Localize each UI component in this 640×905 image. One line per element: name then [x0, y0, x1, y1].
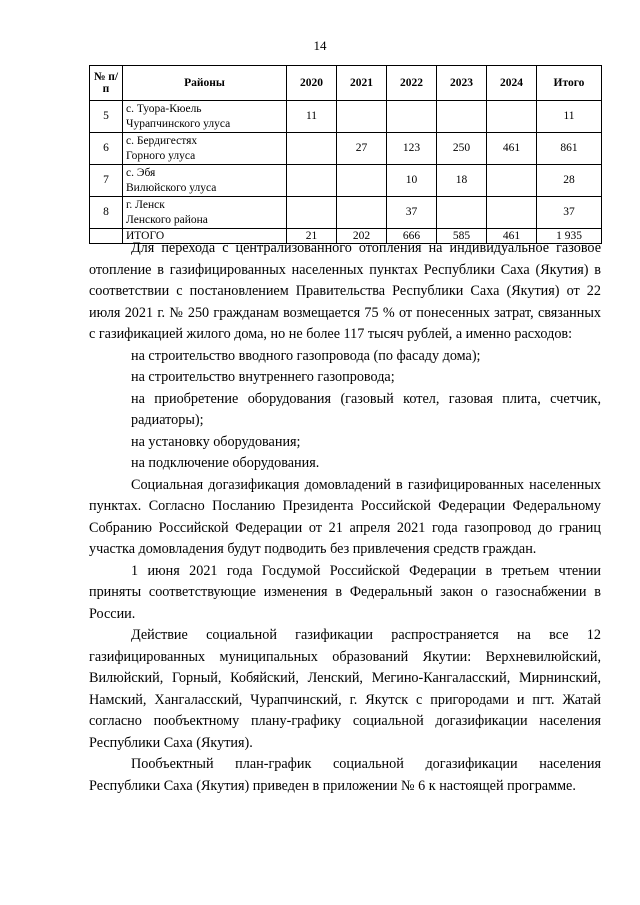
district-cell: [123, 101, 287, 133]
list-item: на приобретение оборудования (газовый котел, газовая плита, счетчик, радиаторы);: [131, 390, 601, 428]
total-label: ИТОГО: [123, 229, 287, 244]
header-2024: 2024: [487, 66, 537, 101]
value-2020: [287, 133, 337, 165]
row-number: 6: [90, 133, 123, 165]
district-line: Чурапчинского улуса: [126, 117, 231, 130]
paragraph: Пообъектный план-график социальной догазификации населения Республики Саха (Якутия) приведен в приложении № 6 к настоящей программе.: [89, 756, 601, 794]
table-header-row: [90, 66, 602, 101]
total-2024: 461: [487, 229, 537, 244]
district-cell: [123, 165, 287, 197]
value-total: 37: [537, 197, 602, 229]
district-cell: [123, 197, 287, 229]
value-2021: 27: [337, 133, 387, 165]
value-2024: 461: [487, 133, 537, 165]
header-2022: 2022: [387, 66, 437, 101]
table-row: [90, 133, 602, 165]
value-2020: 11: [287, 101, 337, 133]
page-number: 14: [313, 38, 327, 53]
district-line: с. Эбя: [126, 166, 156, 179]
district-line: с. Туора-Кюель: [126, 102, 202, 115]
paragraph: Действие социальной газификации распространяется на все 12 газифицированных муниципальных образований Якутии: Верхневилюйский, Вилюйский, Горный, Кобяйский, Ленский, Мегино-Кангаласский, Мирнинский, Намский, Хангаласский, Чурапчинский, г. Якутск с пригородами и пгт. Жатай согласно пообъектному плану-графику социальной догазификации населения Республики Саха (Якутия).: [89, 627, 601, 751]
list-item: на строительство вводного газопровода (по фасаду дома);: [131, 347, 481, 364]
value-2020: [287, 197, 337, 229]
paragraph: Социальная догазификация домовладений в газифицированных населенных пунктах. Согласно Посланию Президента Российской Федерации Федеральному Собранию Российской Федерации от 21 апреля 2021 года газопровод до границ участка домовладения будут подводить без привлечения средств граждан.: [89, 476, 601, 557]
paragraph: 1 июня 2021 года Госдумой Российской Федерации в третьем чтении приняты соответствующие изменения в Федеральный закон о газоснабжении в России.: [89, 562, 601, 622]
total-2020: 21: [287, 229, 337, 244]
value-2023: 250: [437, 133, 487, 165]
table-row: [90, 165, 602, 197]
value-2022: 123: [387, 133, 437, 165]
value-2022: 37: [387, 197, 437, 229]
district-line: Вилюйского улуса: [126, 181, 217, 194]
paragraph: Для перехода с централизованного отопления на индивидуальное газовое отопление в газифицированных населенных пунктах Республики Саха (Якутия) в соответствии с постановлением Правительства Республики Саха (Якутия) от 22 июля 2021 г. № 250 гражданам возмещается 75 % от понесенных затрат, связанных с газификацией жилого дома, но не более 117 тысяч рублей, а именно расходов:: [89, 240, 601, 342]
document-body: [89, 238, 601, 797]
district-line: г. Ленск: [126, 198, 165, 211]
gasification-table: [89, 65, 602, 244]
header-number: № п/п: [90, 66, 123, 101]
row-number: 8: [90, 197, 123, 229]
value-2020: [287, 165, 337, 197]
total-sum: 1 935: [537, 229, 602, 244]
value-2021: [337, 101, 387, 133]
table-row: [90, 197, 602, 229]
district-line: Горного улуса: [126, 149, 196, 162]
value-2024: [487, 101, 537, 133]
total-2021: 202: [337, 229, 387, 244]
table-row: [90, 101, 602, 133]
value-2022: [387, 101, 437, 133]
value-2023: 18: [437, 165, 487, 197]
value-2023: [437, 197, 487, 229]
header-2020: 2020: [287, 66, 337, 101]
header-2023: 2023: [437, 66, 487, 101]
row-number: 7: [90, 165, 123, 197]
district-cell: [123, 133, 287, 165]
total-2023: 585: [437, 229, 487, 244]
value-total: 861: [537, 133, 602, 165]
header-2021: 2021: [337, 66, 387, 101]
list-item: на строительство внутреннего газопровода;: [131, 369, 395, 385]
value-2023: [437, 101, 487, 133]
value-2024: [487, 165, 537, 197]
value-2022: 10: [387, 165, 437, 197]
header-total: Итого: [537, 66, 602, 101]
value-total: 11: [537, 101, 602, 133]
list-item: на установку оборудования;: [131, 433, 301, 450]
district-line: с. Бердигестях: [126, 134, 198, 147]
value-2021: [337, 165, 387, 197]
list-item: на подключение оборудования.: [131, 455, 320, 471]
value-total: 28: [537, 165, 602, 197]
value-2024: [487, 197, 537, 229]
value-2021: [337, 197, 387, 229]
header-districts: Районы: [123, 66, 287, 101]
district-line: Ленского района: [126, 213, 208, 226]
total-2022: 666: [387, 229, 437, 244]
row-number: 5: [90, 101, 123, 133]
